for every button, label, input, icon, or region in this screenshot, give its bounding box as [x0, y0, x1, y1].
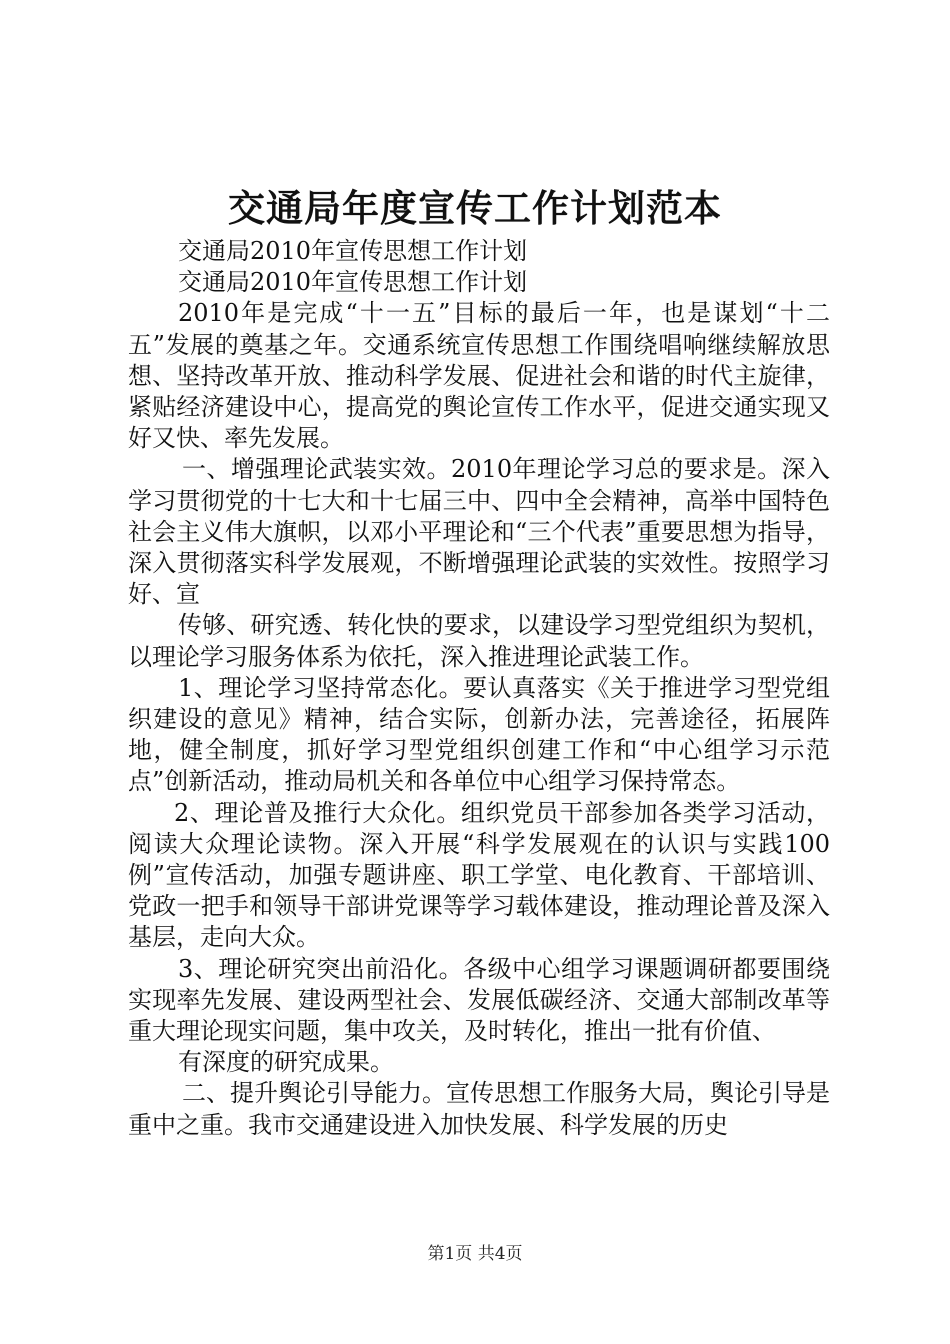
- paragraph-item-3: 3、理论研究突出前沿化。各级中心组学习课题调研都要围绕实现率先发展、建设两型社会、发展低碳经济、交通大部制改革等重大理论现实问题，集中攻关，及时转化，推出一批有价值、: [128, 954, 830, 1046]
- paragraph-section-2: 二、提升舆论引导能力。宣传思想工作服务大局，舆论引导是重中之重。我市交通建设进入加快发展、科学发展的历史: [128, 1079, 830, 1139]
- document-title: 交通局年度宣传工作计划范本: [228, 186, 722, 230]
- paragraph-section-1: 一、增强理论武装实效。2010年理论学习总的要求是。深入学习贯彻党的十七大和十七届三中、四中全会精神，高举中国特色社会主义伟大旗帜，以邓小平理论和“三个代表”重要思想为指导，深入贯彻落实科学发展观，不断增强理论武装的实效性。按照学习好、宣: [128, 455, 830, 609]
- paragraph-section-1-cont: 传够、研究透、转化快的要求，以建设学习型党组织为契机，以理论学习服务体系为依托，深入推进理论武装工作。: [128, 611, 830, 671]
- paragraph-heading-1: 交通局2010年宣传思想工作计划: [178, 237, 528, 265]
- page-number: 第1页 共4页: [427, 1244, 523, 1264]
- paragraph-item-3-cont: 有深度的研究成果。: [178, 1048, 394, 1077]
- document-body: [128, 236, 830, 1141]
- paragraph-item-2: 2、理论普及推行大众化。组织党员干部参加各类学习活动，阅读大众理论读物。深入开展“科学发展观在的认识与实践100例”宣传活动，加强专题讲座、职工学堂、电化教育、干部培训、党政一把手和领导干部讲党课等学习载体建设，推动理论普及深入基层，走向大众。: [128, 798, 830, 952]
- paragraph-item-1: 1、理论学习坚持常态化。要认真落实《关于推进学习型党组织建设的意见》精神，结合实际，创新办法，完善途径，拓展阵地，健全制度，抓好学习型党组织创建工作和“中心组学习示范点”创新活动，推动局机关和各单位中心组学习保持常态。: [128, 673, 830, 796]
- paragraph-intro: 2010年是完成“十一五”目标的最后一年，也是谋划“十二五”发展的奠基之年。交通系统宣传思想工作围绕唱响继续解放思想、坚持改革开放、推动科学发展、促进社会和谐的时代主旋律，紧贴经济建设中心，提高党的舆论宣传工作水平，促进交通实现又好又快、率先发展。: [128, 299, 830, 453]
- paragraph-heading-2: 交通局2010年宣传思想工作计划: [178, 268, 528, 297]
